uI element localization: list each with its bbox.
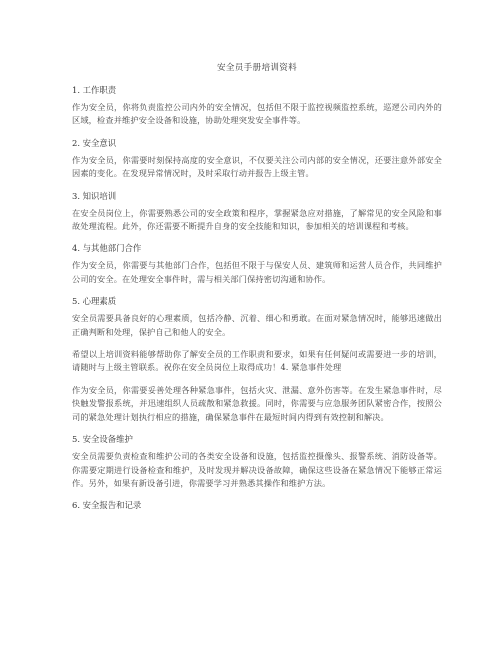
paragraph-cooperation: 作为安全员，你需要与其他部门合作，包括但不限于与保安人员、建筑师和运营人员合作，共同维护公司的安全。在处理安全事件时，需与相关部门保持密切沟通和协作。 bbox=[72, 260, 442, 284]
paragraph-awareness: 作为安全员，你需要时刻保持高度的安全意识，不仅要关注公司内部的安全情况，还要注意外部安全因素的变化。在发现异常情况时，及时采取行动并报告上级主管。 bbox=[72, 154, 442, 179]
section-heading-equipment: 5. 安全设备维护 bbox=[72, 434, 133, 445]
section-heading-duties: 1. 工作职责 bbox=[72, 85, 117, 95]
paragraph-psychology: 安全员需要具备良好的心理素质，包括冷静、沉着、细心和勇敢。在面对紧急情况时，能够迅速做出正确判断和处理，保护自己和他人的安全。 bbox=[72, 313, 442, 337]
document-title: 安全员手册培训资料 bbox=[216, 63, 298, 73]
paragraph-equipment: 安全员需要负责检查和维护公司的各类安全设备和设施，包括监控摄像头、报警系统、消防设备等。你需要定期进行设备检查和维护，及时发现并解决设备故障，确保这些设备在紧急情况下能够正常运作。另外，如果有新设备引进，你需要学习并熟悉其操作和维护方法。 bbox=[72, 451, 442, 488]
paragraph-duties: 作为安全员，你将负责监控公司内外的安全情况，包括但不限于监控视频监控系统，巡逻公司内外的区域，检查并维护安全设备和设施，协助处理突发安全事件等。 bbox=[72, 102, 442, 126]
paragraph-training: 在安全员岗位上，你需要熟悉公司的安全政策和程序，掌握紧急应对措施，了解常见的安全风险和事故处理流程。此外，你还需要不断提升自身的安全技能和知识，参加相关的培训课程和考核。 bbox=[72, 207, 442, 232]
section-heading-reports: 6. 安全报告和记录 bbox=[72, 500, 142, 511]
section-heading-training: 3. 知识培训 bbox=[72, 190, 117, 201]
section-heading-psychology: 5. 心理素质 bbox=[72, 296, 117, 307]
section-heading-awareness: 2. 安全意识 bbox=[72, 137, 117, 148]
paragraph-closing: 希望以上培训资料能够帮助你了解安全员的工作职责和要求，如果有任何疑问或需要进一步的培训，请随时与上级主管联系。祝你在安全员岗位上取得成功！4. 紧急事件处理 bbox=[72, 349, 442, 373]
section-heading-cooperation: 4. 与其他部门合作 bbox=[72, 243, 142, 254]
paragraph-emergency: 作为安全员，你需要妥善处理各种紧急事件，包括火灾、泄漏、意外伤害等。在发生紧急事件时，尽快触发警报系统，并迅速组织人员疏散和紧急救援。同时，你需要与应急服务团队紧密合作，按照公司的紧急处理计划执行相应的措施，确保紧急事件在最短时间内得到有效控制和解决。 bbox=[72, 384, 442, 422]
